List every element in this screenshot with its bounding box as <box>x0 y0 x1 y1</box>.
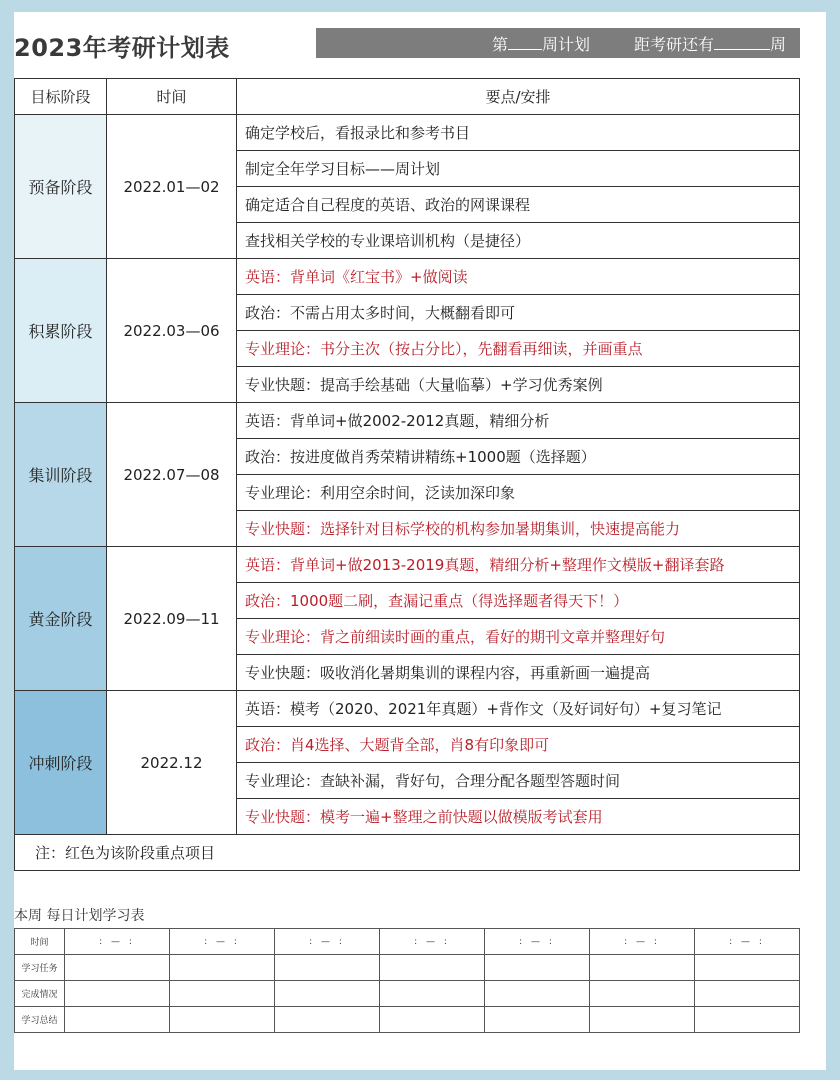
plan-item: 确定学校后，看报录比和参考书目 <box>237 115 800 151</box>
daily-cell[interactable]: : — : <box>485 929 590 955</box>
page-title: 2023年考研计划表 <box>14 34 230 62</box>
plan-row <box>15 403 800 439</box>
daily-row-label: 学习总结 <box>15 1007 65 1033</box>
plan-item: 专业理论：书分主次（按占分比），先翻看再细读，并画重点 <box>237 331 800 367</box>
daily-cell[interactable] <box>695 1007 800 1033</box>
stage-time: 2022.12 <box>107 691 237 835</box>
daily-cell[interactable] <box>590 955 695 981</box>
daily-cell[interactable] <box>170 1007 275 1033</box>
plan-item: 英语：模考（2020、2021年真题）+背作文（及好词好句）+复习笔记 <box>237 691 800 727</box>
daily-cell[interactable] <box>380 955 485 981</box>
week-plan-label: 第 周计划 <box>491 34 590 54</box>
daily-cell[interactable]: : — : <box>170 929 275 955</box>
daily-cell[interactable] <box>590 1007 695 1033</box>
daily-cell[interactable] <box>590 981 695 1007</box>
daily-cell[interactable] <box>695 981 800 1007</box>
countdown-label: 距考研还有 周 <box>633 34 786 54</box>
study-plan-table <box>14 78 800 871</box>
stage-name: 黄金阶段 <box>15 547 107 691</box>
plan-row <box>15 691 800 727</box>
daily-cell[interactable] <box>170 955 275 981</box>
plan-item: 制定全年学习目标——周计划 <box>237 151 800 187</box>
note-text: 注：红色为该阶段重点项目 <box>15 835 800 871</box>
daily-row-label: 时间 <box>15 929 65 955</box>
plan-item: 政治：1000题二刷，查漏记重点（得选择题者得天下！） <box>237 583 800 619</box>
plan-item: 英语：背单词+做2013-2019真题，精细分析+整理作文模版+翻译套路 <box>237 547 800 583</box>
stage-time: 2022.03—06 <box>107 259 237 403</box>
weekly-table-title: 本周 每日计划学习表 <box>14 908 145 924</box>
note-row <box>15 835 800 871</box>
daily-cell[interactable]: : — : <box>590 929 695 955</box>
daily-cell[interactable]: : — : <box>380 929 485 955</box>
plan-item: 英语：背单词《红宝书》+做阅读 <box>237 259 800 295</box>
stage-name: 预备阶段 <box>15 115 107 259</box>
daily-cell[interactable] <box>275 955 380 981</box>
plan-item: 专业理论：背之前细读时画的重点，看好的期刊文章并整理好句 <box>237 619 800 655</box>
daily-cell[interactable]: : — : <box>65 929 170 955</box>
plan-item: 查找相关学校的专业课培训机构（是捷径） <box>237 223 800 259</box>
stage-time: 2022.01—02 <box>107 115 237 259</box>
week-header-bar <box>316 28 800 58</box>
daily-cell[interactable] <box>275 981 380 1007</box>
daily-cell[interactable]: : — : <box>695 929 800 955</box>
daily-cell[interactable] <box>65 1007 170 1033</box>
stage-name: 积累阶段 <box>15 259 107 403</box>
stage-name: 集训阶段 <box>15 403 107 547</box>
column-header-items: 要点/安排 <box>237 79 800 115</box>
plan-row <box>15 547 800 583</box>
daily-row <box>15 1007 800 1033</box>
daily-row <box>15 955 800 981</box>
daily-cell[interactable]: : — : <box>275 929 380 955</box>
plan-item: 政治：按进度做肖秀荣精讲精练+1000题（选择题） <box>237 439 800 475</box>
daily-cell[interactable] <box>170 981 275 1007</box>
plan-item: 确定适合自己程度的英语、政治的网课课程 <box>237 187 800 223</box>
plan-item: 专业快题：模考一遍+整理之前快题以做模版考试套用 <box>237 799 800 835</box>
stage-time: 2022.07—08 <box>107 403 237 547</box>
daily-cell[interactable] <box>485 955 590 981</box>
plan-item: 政治：肖4选择、大题背全部，肖8有印象即可 <box>237 727 800 763</box>
daily-cell[interactable] <box>380 1007 485 1033</box>
daily-cell[interactable] <box>485 1007 590 1033</box>
plan-item: 政治：不需占用太多时间，大概翻看即可 <box>237 295 800 331</box>
daily-row <box>15 929 800 955</box>
plan-item: 专业快题：提高手绘基础（大量临摹）+学习优秀案例 <box>237 367 800 403</box>
column-header-time: 时间 <box>107 79 237 115</box>
daily-cell[interactable] <box>695 955 800 981</box>
column-header-stage: 目标阶段 <box>15 79 107 115</box>
daily-row <box>15 981 800 1007</box>
table-header-row <box>15 79 800 115</box>
plan-row <box>15 115 800 151</box>
stage-time: 2022.09—11 <box>107 547 237 691</box>
plan-item: 英语：背单词+做2002-2012真题，精细分析 <box>237 403 800 439</box>
daily-cell[interactable] <box>380 981 485 1007</box>
plan-item: 专业快题：选择针对目标学校的机构参加暑期集训，快速提高能力 <box>237 511 800 547</box>
daily-plan-table <box>14 928 800 1033</box>
daily-row-label: 完成情况 <box>15 981 65 1007</box>
weeks-left-blank[interactable] <box>714 35 770 50</box>
plan-item: 专业理论：查缺补漏，背好句，合理分配各题型答题时间 <box>237 763 800 799</box>
daily-cell[interactable] <box>65 981 170 1007</box>
plan-row <box>15 259 800 295</box>
plan-item: 专业快题：吸收消化暑期集训的课程内容，再重新画一遍提高 <box>237 655 800 691</box>
daily-cell[interactable] <box>485 981 590 1007</box>
daily-row-label: 学习任务 <box>15 955 65 981</box>
week-number-blank[interactable] <box>508 35 542 50</box>
daily-cell[interactable] <box>275 1007 380 1033</box>
plan-item: 专业理论：利用空余时间，泛读加深印象 <box>237 475 800 511</box>
stage-name: 冲刺阶段 <box>15 691 107 835</box>
daily-cell[interactable] <box>65 955 170 981</box>
